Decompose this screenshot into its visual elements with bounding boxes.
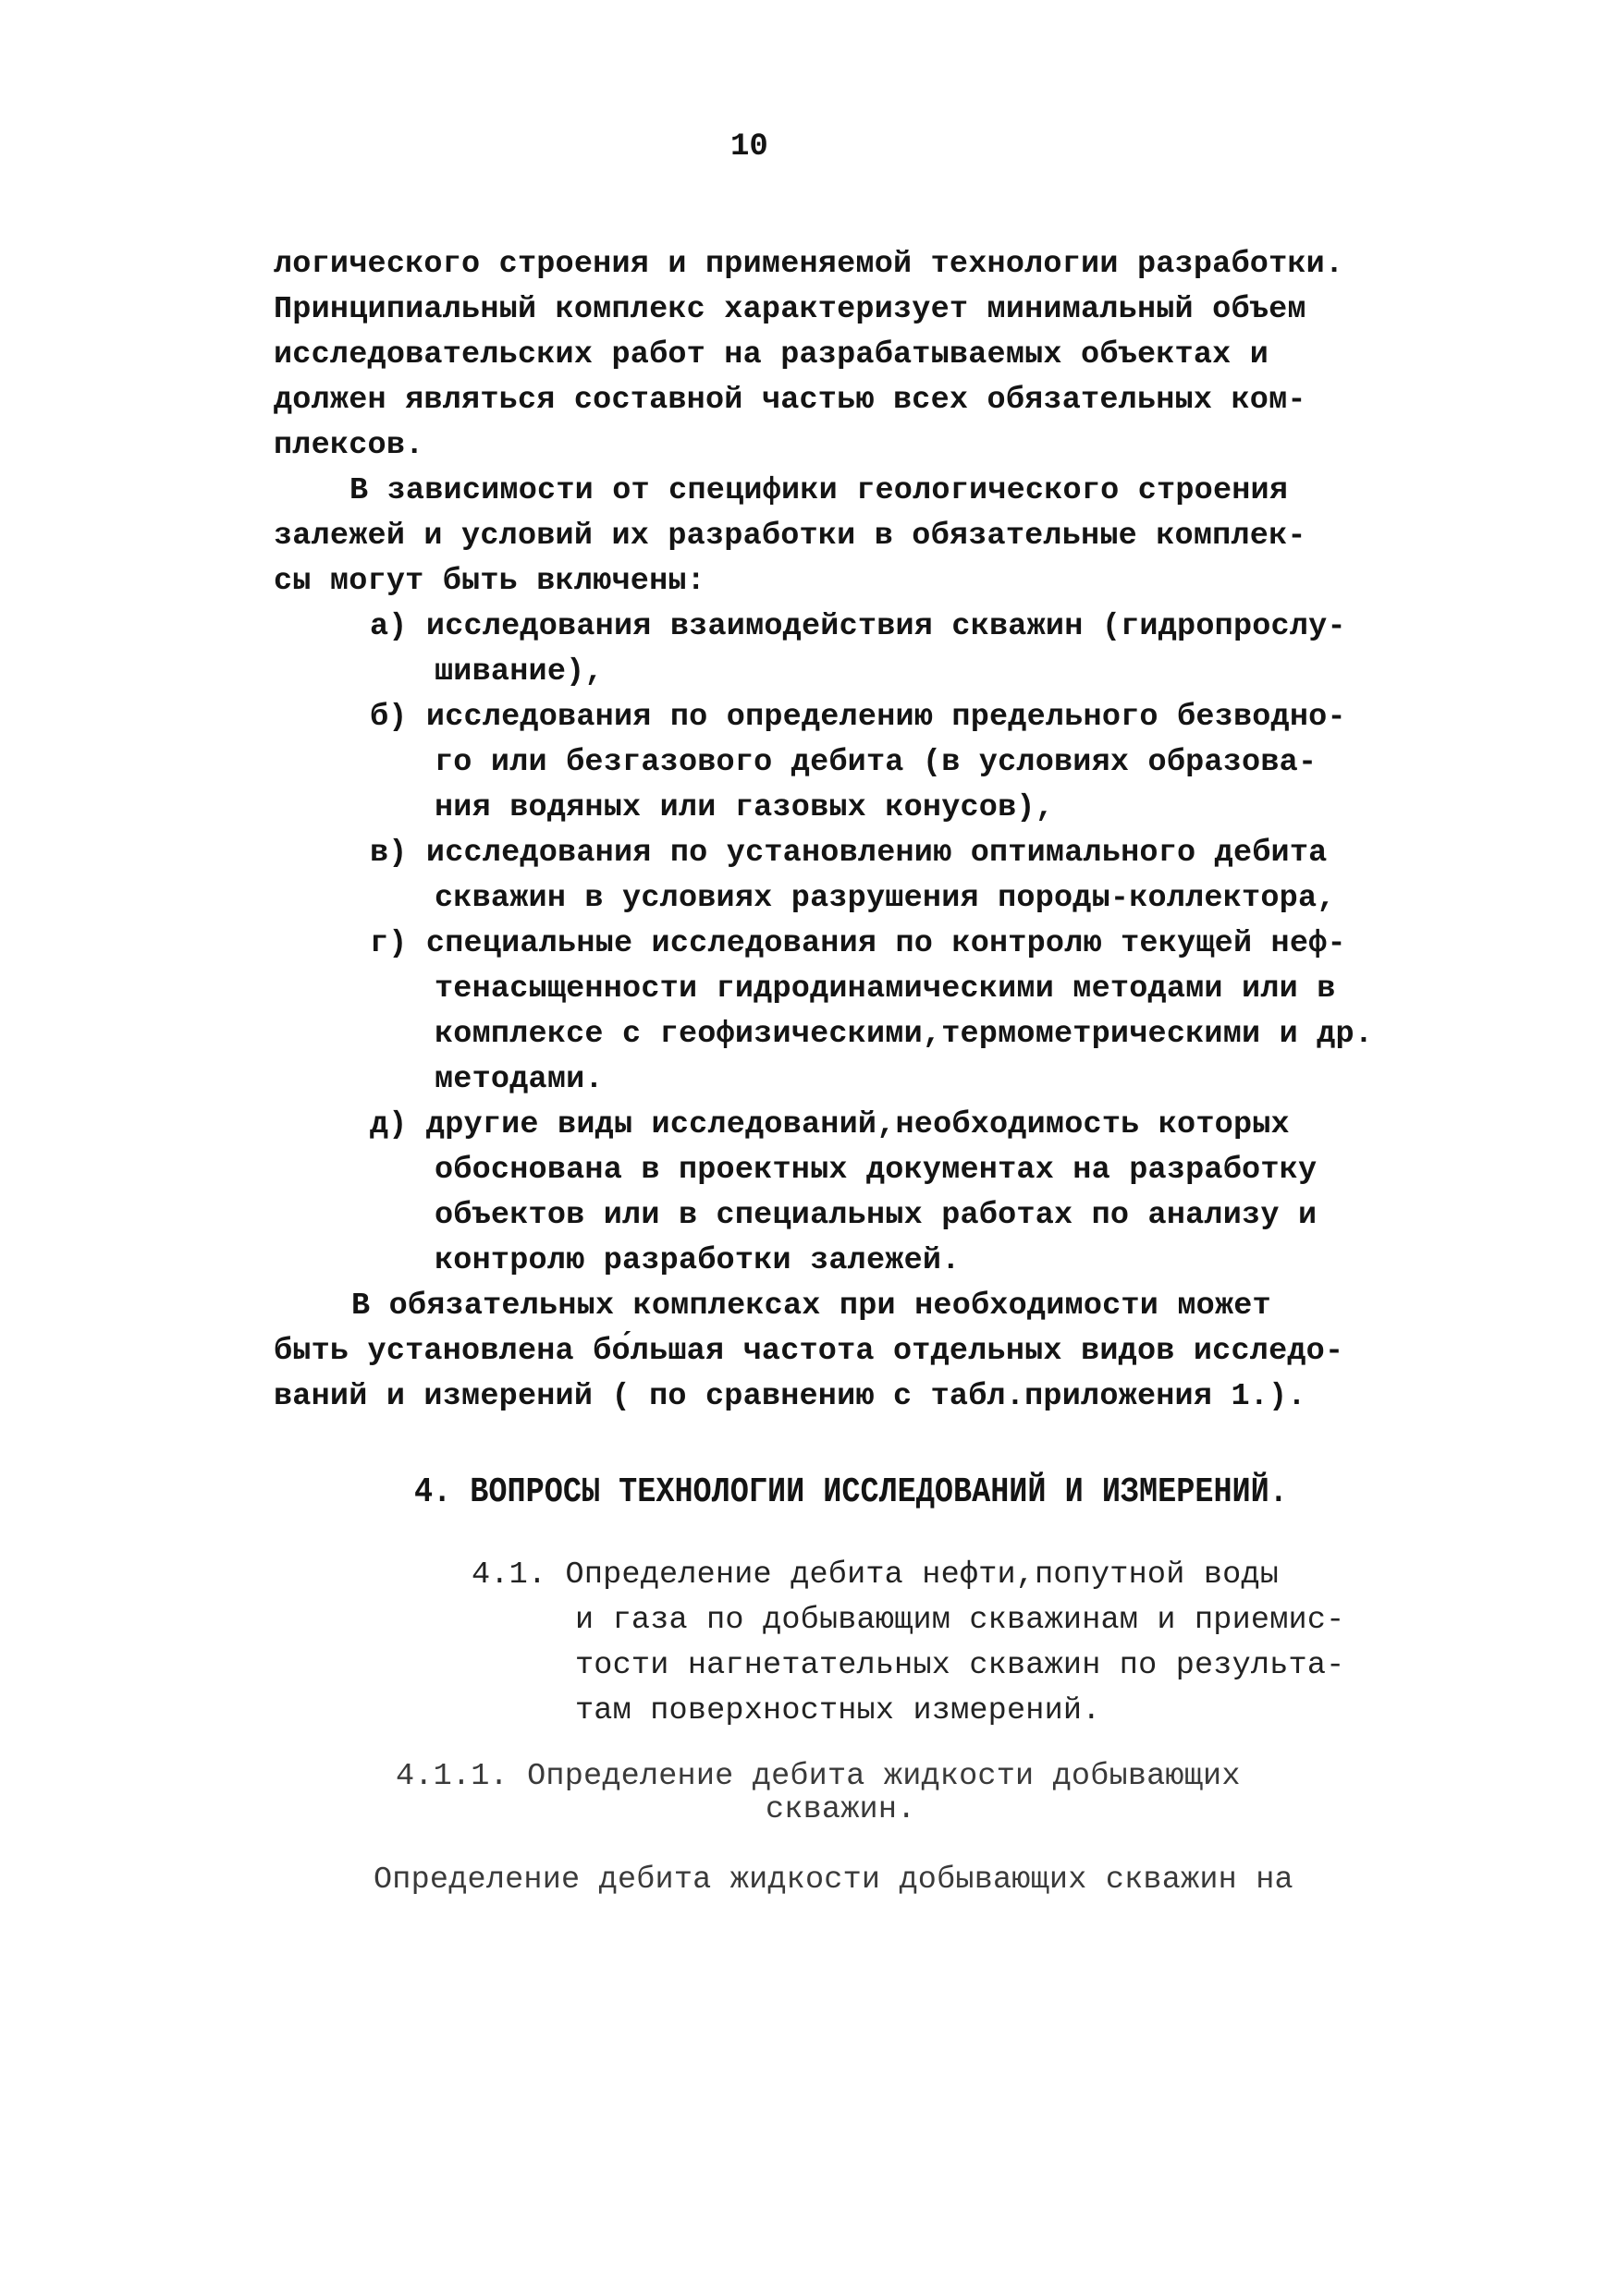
- paragraph3-line-1: В обязательных комплексах при необходимости может: [351, 1288, 1271, 1324]
- list-item-d-line-2: обоснована в проектных документах на разработку: [435, 1153, 1318, 1188]
- list-item-d-line-4: контролю разработки залежей.: [435, 1243, 961, 1278]
- list-item-b-line-2: го или безгазового дебита (в условиях образова-: [435, 745, 1318, 780]
- list-item-v-line-1: в) исследования по установлению оптимального дебита: [370, 836, 1328, 871]
- paragraph2-line-1: В зависимости от специфики геологического строения: [349, 473, 1289, 508]
- paragraph2-line-2: залежей и условий их разработки в обязательные комплек-: [274, 519, 1306, 554]
- list-item-g-line-1: г) специальные исследования по контролю текущей неф-: [370, 926, 1346, 961]
- final-line: Определение дебита жидкости добывающих скважин на: [374, 1862, 1293, 1898]
- list-item-b-line-1: б) исследования по определению предельного безводно-: [370, 700, 1346, 735]
- section-heading: 4. ВОПРОСЫ ТЕХНОЛОГИИ ИССЛЕДОВАНИЙ И ИЗМЕРЕНИЙ.: [414, 1472, 1288, 1513]
- subsection-4-1-1-line-1: 4.1.1. Определение дебита жидкости добывающих: [396, 1759, 1241, 1794]
- subsection-4-1-1-line-2: скважин.: [766, 1792, 916, 1827]
- list-item-d-line-1: д) другие виды исследований,необходимость которых: [370, 1107, 1290, 1142]
- list-item-g-line-4: методами.: [435, 1062, 604, 1097]
- list-item-g-line-2: тенасыщенности гидродинамическими методами или в: [435, 971, 1336, 1007]
- list-item-a-line-1: а) исследования взаимодействия скважин (гидропрослу-: [370, 609, 1346, 644]
- paragraph2-line-3: сы могут быть включены:: [274, 564, 705, 599]
- paragraph3-line-3: ваний и измерений ( по сравнению с табл.приложения 1.).: [274, 1379, 1306, 1414]
- subsection-4-1-line-3: тости нагнетательных скважин по результа-: [575, 1648, 1345, 1683]
- paragraph1-line-5: плексов.: [274, 428, 424, 463]
- paragraph1-line-1: логического строения и применяемой технологии разработки.: [274, 247, 1344, 282]
- paragraph1-line-4: должен являться составной частью всех обязательных ком-: [274, 383, 1306, 418]
- subsection-4-1-line-2: и газа по добывающим скважинам и приемис-: [575, 1603, 1345, 1638]
- list-item-d-line-3: объектов или в специальных работах по анализу и: [435, 1198, 1318, 1233]
- subsection-4-1-line-4: там поверхностных измерений.: [575, 1693, 1101, 1728]
- list-item-v-line-2: скважин в условиях разрушения породы-коллектора,: [435, 881, 1336, 916]
- list-item-b-line-3: ния водяных или газовых конусов),: [435, 790, 1055, 825]
- list-item-g-line-3: комплексе с геофизическими,термометрическими и др.: [435, 1017, 1374, 1052]
- paragraph1-line-2: Принципиальный комплекс характеризует минимальный объем: [274, 292, 1306, 327]
- paragraph1-line-3: исследовательских работ на разрабатываемых объектах и: [274, 337, 1269, 372]
- paragraph3-line-2: быть установлена бо́льшая частота отдельных видов исследо-: [274, 1334, 1344, 1369]
- page-number: 10: [730, 129, 768, 165]
- list-item-a-line-2: шивание),: [435, 654, 604, 690]
- subsection-4-1-line-1: 4.1. Определение дебита нефти,попутной воды: [472, 1557, 1280, 1593]
